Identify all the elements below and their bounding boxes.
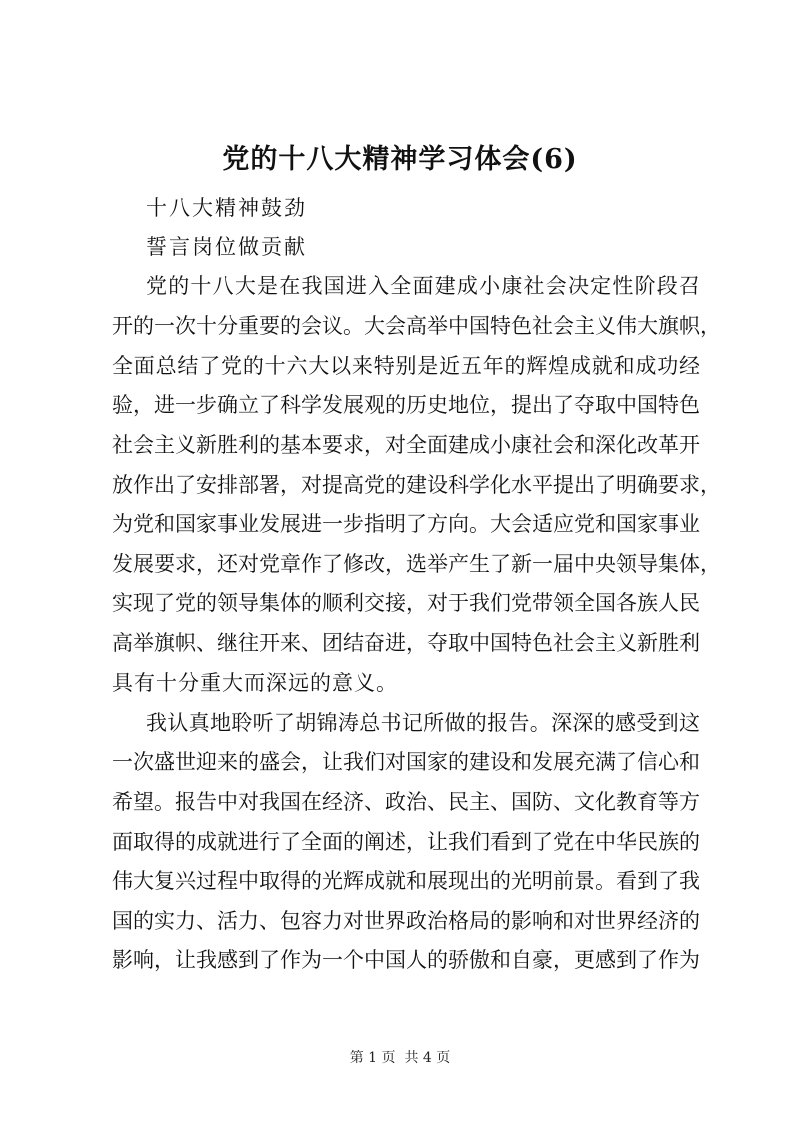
text-line: 全面总结了党的十六大以来特别是近五年的辉煌成就和成功经 xyxy=(112,354,700,378)
text-line: 实现了党的领导集体的顺利交接，对于我们党带领全国各族人民 xyxy=(112,591,700,615)
document-title: 党的十八大精神学习体会(6) xyxy=(222,144,578,175)
text-line: 具有十分重大而深远的意义。 xyxy=(112,671,398,695)
text-line: 社会主义新胜利的基本要求，对全面建成小康社会和深化改革开 xyxy=(112,433,700,457)
text-line: 希望。报告中对我国在经济、政治、民主、国防、文化教育等方 xyxy=(112,790,700,814)
text-line: 为党和国家事业发展进一步指明了方向。大会适应党和国家事业 xyxy=(112,512,700,536)
text-line: 党的十八大是在我国进入全面建成小康社会决定性阶段召 xyxy=(146,274,700,298)
page-footer: 第 1 页 共 4 页 xyxy=(349,1050,451,1066)
text-line: 我认真地聆听了胡锦涛总书记所做的报告。深深的感受到这 xyxy=(146,711,700,735)
subheading-1: 十八大精神鼓劲 xyxy=(146,196,307,220)
text-line: 伟大复兴过程中取得的光辉成就和展现出的光明前景。看到了我 xyxy=(112,869,700,893)
text-line: 面取得的成就进行了全面的阐述，让我们看到了党在中华民族的 xyxy=(112,830,700,854)
text-line: 验，进一步确立了科学发展观的历史地位，提出了夺取中国特色 xyxy=(112,393,700,417)
text-line: 影响，让我感到了作为一个中国人的骄傲和自豪，更感到了作为 xyxy=(112,948,700,972)
text-line: 高举旗帜、继往开来、团结奋进，夺取中国特色社会主义新胜利 xyxy=(112,631,700,655)
text-line: 开的一次十分重要的会议。大会高举中国特色社会主义伟大旗帜， xyxy=(112,314,721,338)
text-line: 一次盛世迎来的盛会，让我们对国家的建设和发展充满了信心和 xyxy=(112,750,700,774)
subheading-2: 誓言岗位做贡献 xyxy=(146,235,307,259)
text-line: 放作出了安排部署，对提高党的建设科学化水平提出了明确要求， xyxy=(112,473,721,497)
text-line: 发展要求，还对党章作了修改，选举产生了新一届中央领导集体， xyxy=(112,552,721,576)
text-line: 国的实力、活力、包容力对世界政治格局的影响和对世界经济的 xyxy=(112,909,700,933)
